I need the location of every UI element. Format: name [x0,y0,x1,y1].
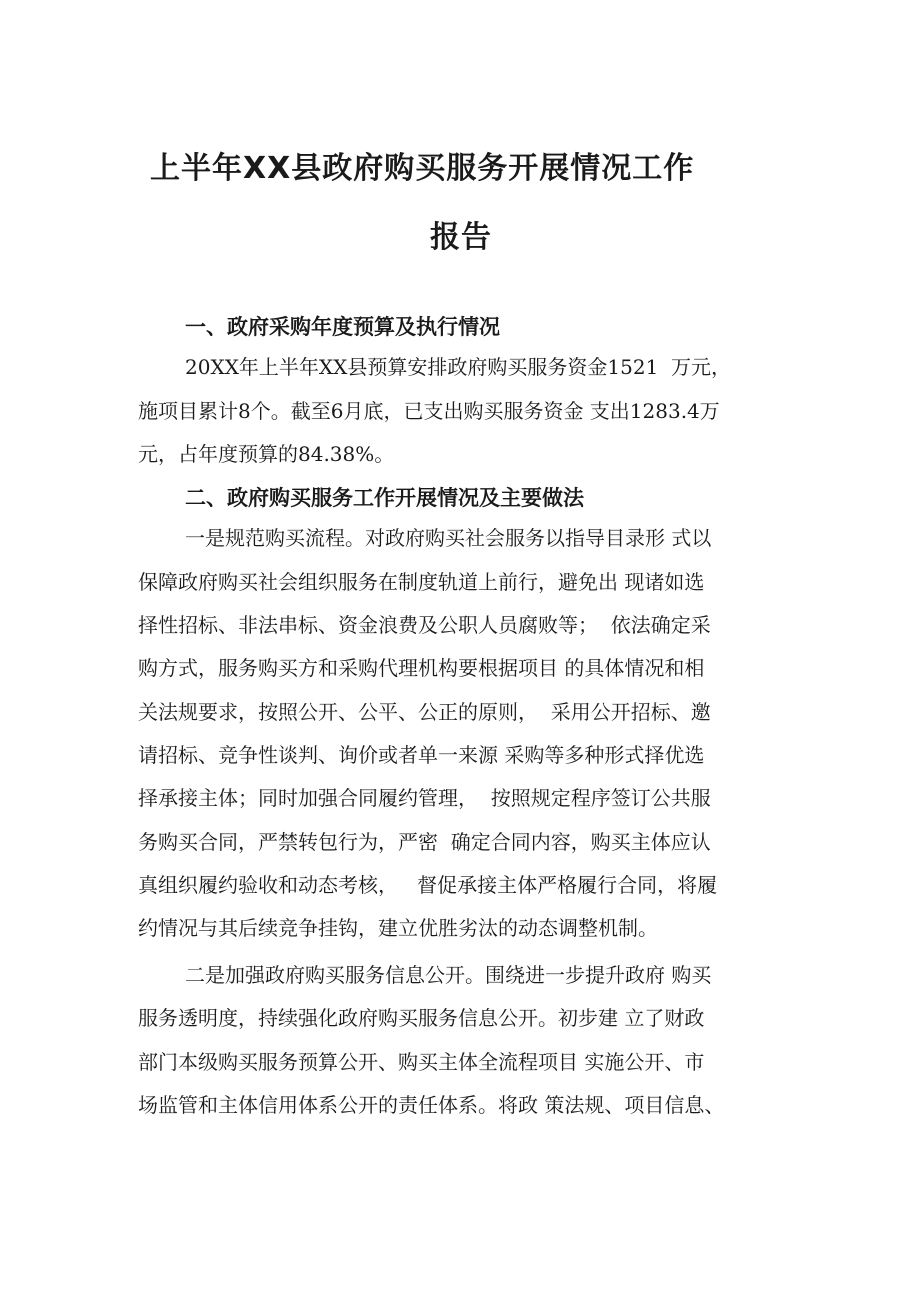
section-1-line-2: 施项目累计8个。截至6月底，已支出购买服务资金 支出1283.4万 [138,399,720,423]
section-2-para-2-line-2: 服务透明度，持续强化政府购买服务信息公开。初步建 立了财政 [138,1006,705,1030]
document-title-line-2: 报告 [430,220,492,255]
section-2-para-1-line-4: 购方式，服务购买方和采购代理机构要根据项目 的具体情况和相 [138,656,705,680]
section-2-para-2-line-4: 场监管和主体信用体系公开的责任体系。将政 策法规、项目信息、 [138,1093,725,1117]
section-1-heading: 一、政府采购年度预算及执行情况 [185,315,500,339]
section-2-para-2-line-3: 部门本级购买服务预算公开、购买主体全流程项目 实施公开、市 [138,1050,705,1074]
section-2-para-1-line-9: 真组织履约验收和动态考核， 督促承接主体严格履行合同，将履 [138,873,718,897]
section-1-line-3: 元，占年度预算的84.38%。 [138,442,395,466]
section-2-para-1-line-7: 择承接主体；同时加强合同履约管理， 按照规定程序签订公共服 [138,786,711,810]
section-2-para-1-line-3: 择性招标、非法串标、资金浪费及公职人员腐败等； 依法确定采 [138,613,711,637]
section-2-heading: 二、政府购买服务工作开展情况及主要做法 [185,486,584,510]
section-2-para-1-line-8: 务购买合同，严禁转包行为，严密 确定合同内容，购买主体应认 [138,830,711,854]
section-2-para-1-line-2: 保障政府购买社会组织服务在制度轨道上前行，避免出 现诸如选 [138,570,705,594]
section-2-para-1-line-6: 请招标、竞争性谈判、询价或者单一来源 采购等多种形式择优选 [138,743,705,767]
section-1-line-1: 20XX年上半年XX县预算安排政府购买服务资金1521 万元， [185,355,732,379]
section-2-para-1-line-5: 关法规要求，按照公开、公平、公正的原则， 采用公开招标、邀 [138,700,711,724]
section-2-para-2-line-1: 二是加强政府购买服务信息公开。围绕进一步提升政府 购买 [185,963,712,987]
section-2-para-1-line-1: 一是规范购买流程。对政府购买社会服务以指导目录形 式以 [185,526,712,550]
document-title-line-1: 上半年XX县政府购买服务开展情况工作 [150,151,695,186]
section-2-para-1-line-10: 约情况与其后续竞争挂钩，建立优胜劣汰的动态调整机制。 [138,916,658,940]
